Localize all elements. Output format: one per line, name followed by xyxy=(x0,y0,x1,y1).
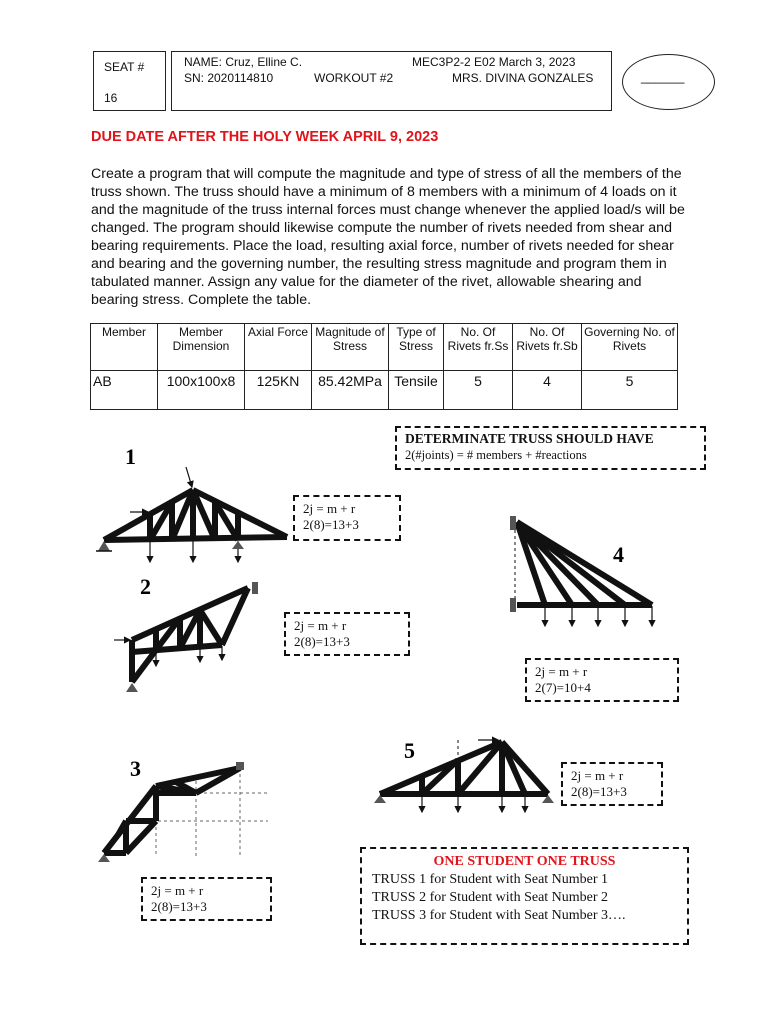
table-cell: 125KN xyxy=(245,371,312,410)
equation-line: 2(7)=10+4 xyxy=(535,680,591,695)
truss-5-equation-box xyxy=(561,762,663,806)
equation-line: 2(8)=13+3 xyxy=(151,899,207,914)
truss-number: 4 xyxy=(613,542,624,567)
col-header: Member Dimension xyxy=(158,324,245,371)
table-cell: 5 xyxy=(582,371,678,410)
assignment-line: TRUSS 3 for Student with Seat Number 3…. xyxy=(372,908,626,923)
truss-4-diagram xyxy=(510,516,652,626)
determinate-box xyxy=(395,426,706,470)
determinate-title: DETERMINATE TRUSS SHOULD HAVE xyxy=(405,431,654,446)
truss-5-diagram xyxy=(374,740,554,812)
col-header: Magnitude of Stress xyxy=(312,324,389,371)
equation-line: 2(8)=13+3 xyxy=(571,784,627,799)
truss-2-diagram xyxy=(114,582,258,692)
table-cell: AB xyxy=(91,371,158,410)
one-student-box xyxy=(360,847,689,945)
truss-number: 2 xyxy=(140,574,151,599)
course-date: MEC3P2-2 E02 March 3, 2023 xyxy=(412,55,576,69)
equation-line: 2j = m + r xyxy=(151,883,204,898)
instructions-paragraph: Create a program that will compute the magnitude and type of stress of all the members of the truss shown. The truss should have a minimum of 8 members with a minimum of 4 loads on it and the magnitude of the truss internal forces must change whenever the applied load/s will be changed. The program should likewise compute the number of rivets needed from shear and bearing requirements. Place the load, resulting axial force, number of rivets needed for shear and bearing and the governing number, the resulting stress magnitude and program them in tabulated manner. Assign any value for the diameter of the rivet, allowable shearing and bearing stress. Complete the table. xyxy=(91,166,685,308)
truss-2-equation-box xyxy=(284,612,410,656)
seat-number: 16 xyxy=(104,91,118,105)
equation-line: 2j = m + r xyxy=(535,664,588,679)
assignment-line: TRUSS 2 for Student with Seat Number 2 xyxy=(372,890,609,905)
workout-label: WORKOUT #2 xyxy=(314,71,394,85)
table-cell: 100x100x8 xyxy=(158,371,245,410)
truss-3-equation-box xyxy=(141,877,272,921)
student-name: NAME: Cruz, Elline C. xyxy=(184,55,303,69)
equation-line: 2j = m + r xyxy=(571,768,624,783)
truss-number: 1 xyxy=(125,444,136,469)
student-number: SN: 2020114810 xyxy=(184,71,274,85)
seat-label: SEAT # xyxy=(104,60,145,74)
truss-4-equation-box xyxy=(525,658,679,702)
table-cell: 5 xyxy=(444,371,513,410)
truss-1-equation-box xyxy=(293,495,401,541)
col-header: No. Of Rivets fr.Sb xyxy=(513,324,582,371)
equation-line: 2(8)=13+3 xyxy=(294,634,350,649)
col-header: Governing No. of Rivets xyxy=(582,324,678,371)
equation-line: 2j = m + r xyxy=(294,618,347,633)
equation-line: 2j = m + r xyxy=(303,501,356,516)
determinate-formula: 2(#joints) = # members + #reactions xyxy=(405,448,587,462)
col-header: No. Of Rivets fr.Ss xyxy=(444,324,513,371)
col-header: Type of Stress xyxy=(389,324,444,371)
table-cell: Tensile xyxy=(389,371,444,410)
instructor-name: MRS. DIVINA GONZALES xyxy=(452,71,594,85)
score-blank: ______ xyxy=(641,69,685,84)
table-cell: 4 xyxy=(513,371,582,410)
col-header: Member xyxy=(91,324,158,371)
equation-line: 2(8)=13+3 xyxy=(303,517,359,532)
table-cell: 85.42MPa xyxy=(312,371,389,410)
truss-number: 3 xyxy=(130,756,141,781)
due-date: DUE DATE AFTER THE HOLY WEEK APRIL 9, 2023 xyxy=(91,129,439,145)
truss-3-diagram xyxy=(98,762,268,862)
col-header: Axial Force xyxy=(245,324,312,371)
truss-number: 5 xyxy=(404,738,415,763)
assignment-line: TRUSS 1 for Student with Seat Number 1 xyxy=(372,872,609,887)
one-student-title: ONE STUDENT ONE TRUSS xyxy=(433,854,616,869)
truss-1-diagram xyxy=(96,467,287,562)
